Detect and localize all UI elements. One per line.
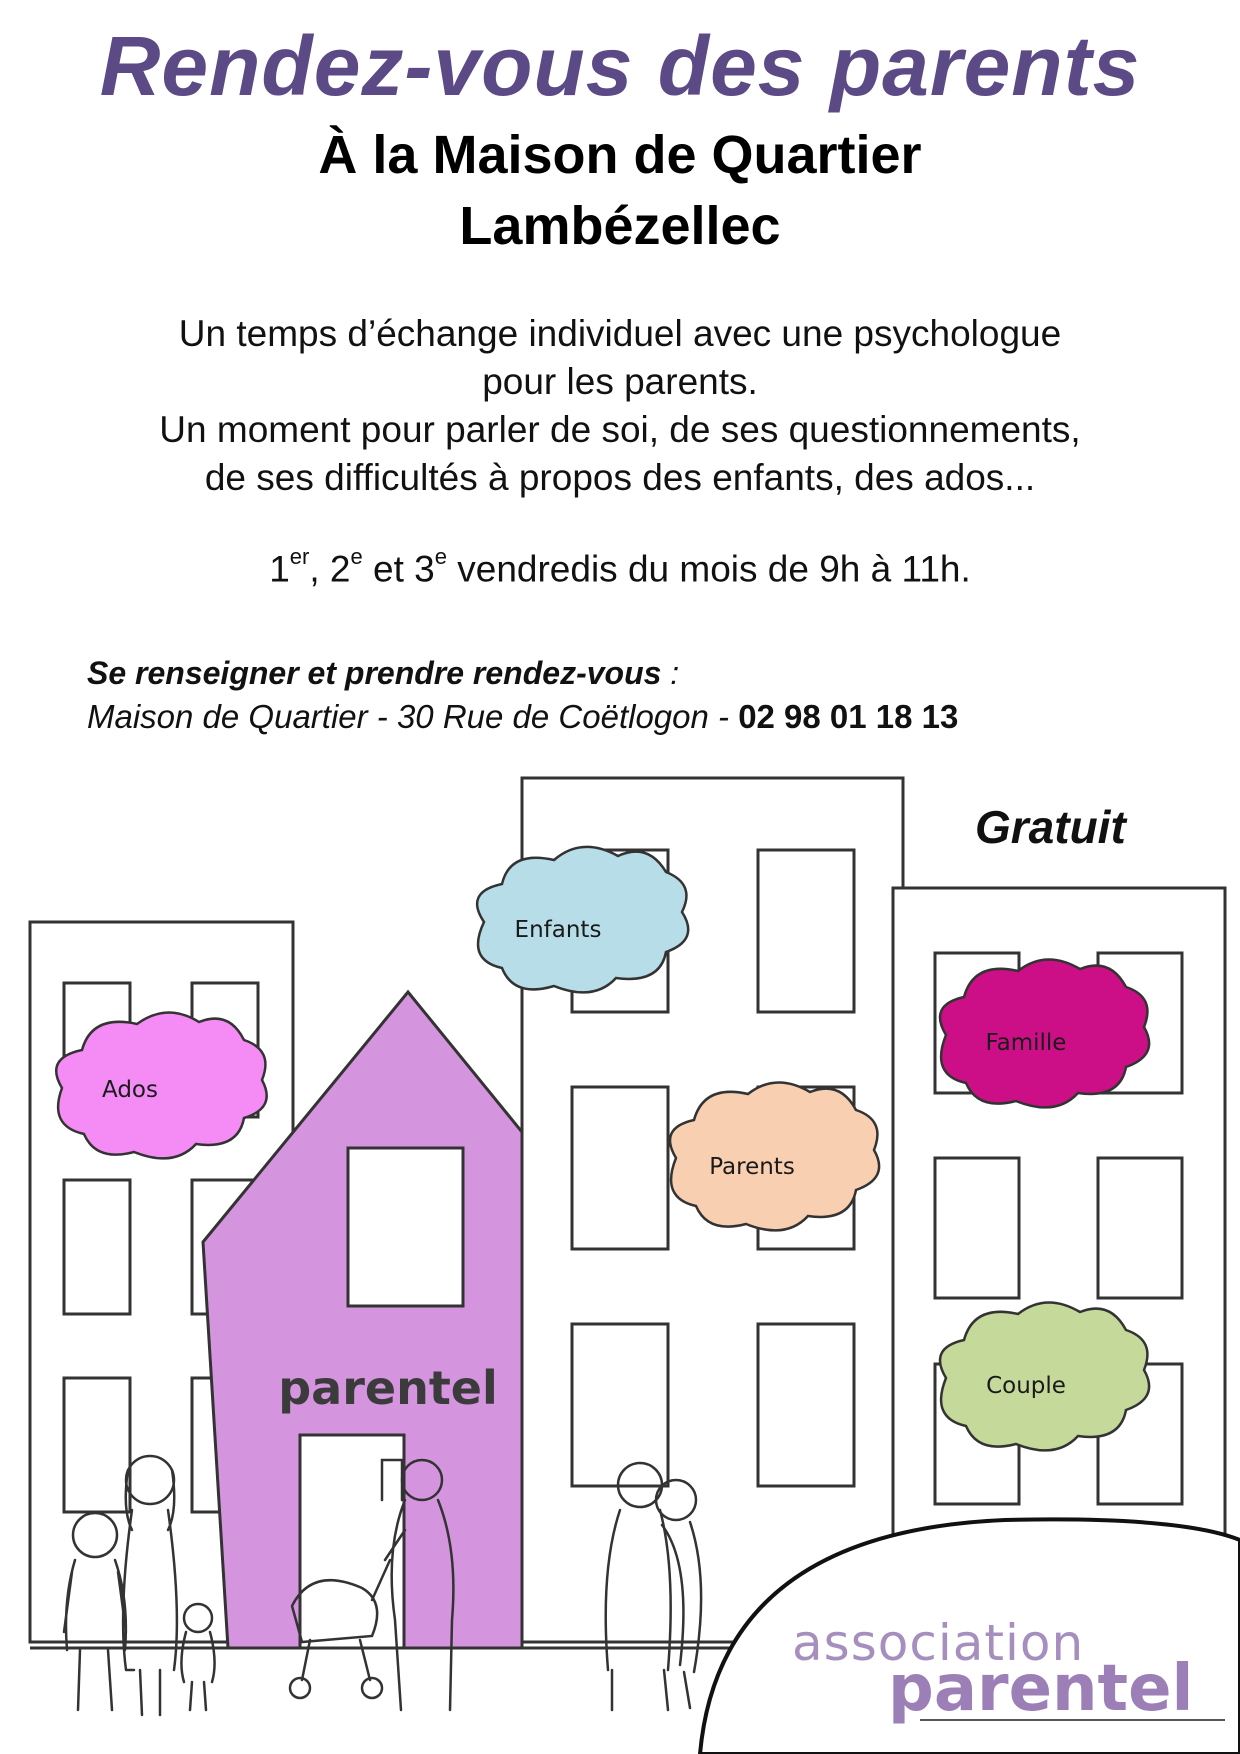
schedule-sup-er: er [289,544,310,569]
cloud-enfants [477,847,688,992]
cloud-couple [940,1302,1149,1450]
subtitle-line-1: À la Maison de Quartier [318,125,922,185]
cloud-famille-label: Famille [985,1030,1067,1056]
window [572,1324,668,1486]
contact-phone: 02 98 01 18 13 [738,698,959,735]
contact-address: Maison de Quartier - 30 Rue de Coëtlogon - [87,698,739,735]
schedule-first: 1 [269,548,290,590]
cloud-famille [940,959,1149,1107]
description-line-3: Un moment pour parler de soi, de ses questionnements, [159,409,1081,450]
description-line-1: Un temps d’échange individuel avec une psychologue [178,313,1062,354]
cloud-parents-label: Parents [709,1154,795,1180]
house-door [300,1435,404,1648]
schedule-rest: vendredis du mois de 9h à 11h. [446,548,971,590]
schedule-third: et 3 [362,548,435,590]
logo-line-parentel: parentel [888,1652,1194,1726]
schedule-second: , 2 [309,548,351,590]
door-sign: parentel [278,1361,498,1415]
logo-line-association: association [792,1614,1085,1672]
window [935,1158,1019,1298]
window [572,1087,668,1249]
window [64,1378,130,1512]
contact-heading-colon: : [661,655,680,691]
cloud-parents [670,1082,879,1230]
description-line-2: pour les parents. [482,361,758,402]
window [64,1180,130,1314]
window [758,850,854,1012]
page-title: Rendez-vous des parents [99,19,1141,113]
schedule-sup-e-3: e [434,544,447,569]
house-window [348,1148,463,1306]
cloud-ados-label: Ados [102,1077,158,1103]
contact-heading-text: Se renseigner et prendre rendez-vous [87,655,662,691]
price-label: Gratuit [975,801,1126,853]
window [1098,1158,1182,1298]
description-line-4: de ses difficultés à propos des enfants, des ados... [204,457,1036,498]
cloud-enfants-label: Enfants [514,917,602,943]
window [758,1324,854,1486]
schedule-sup-e-2: e [350,544,363,569]
cloud-couple-label: Couple [986,1373,1066,1399]
subtitle-line-2: Lambézellec [459,196,781,256]
